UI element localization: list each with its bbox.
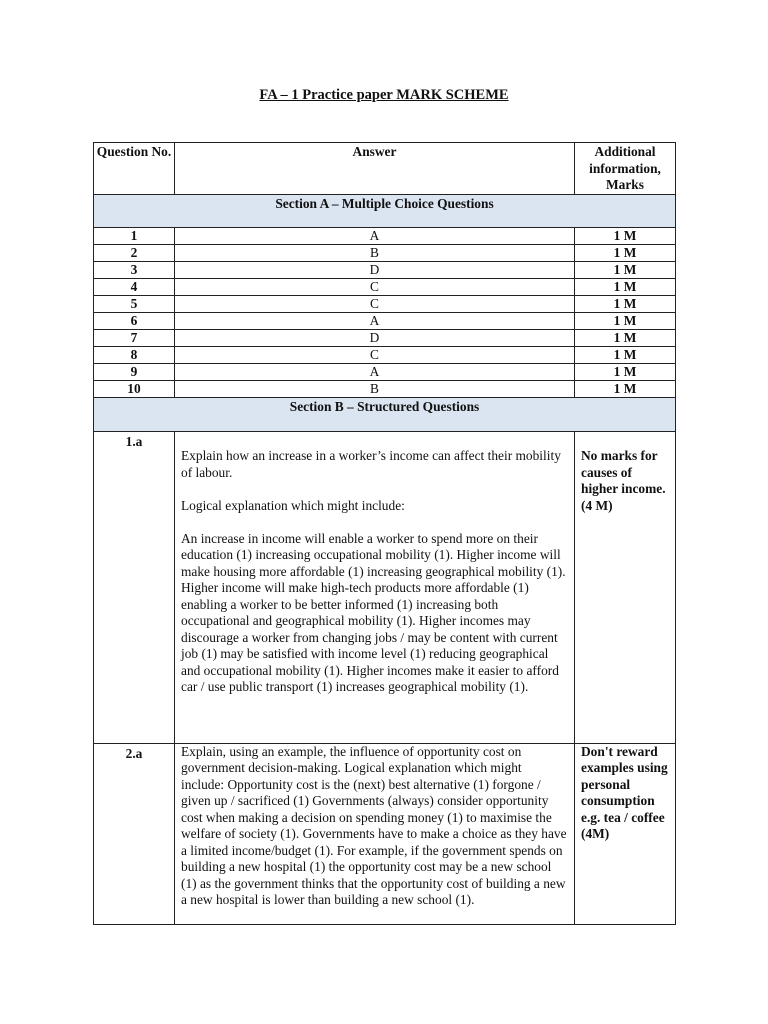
header-question: Question No.	[94, 143, 175, 195]
answer-letter: C	[175, 278, 575, 295]
answer-text: Explain, using an example, the influence of opportunity cost on government decision-making. Logical explanation which might include: Opportunity cost is the (next) best alternative (1) forgone / given up / sacrificed (1) Governments (always) consider opportunity cost when making a decision on spending money (1) to maximise the welfare of society (1). Governments have to make a choice as they have a limited income/budget (1). For example, if the government spends on building a new hospital (1) the opportunity cost may be a new school (1) as the government thinks that the opportunity cost of building a new a new hospital is lower than building a new school (1).	[181, 743, 567, 907]
question-number: 5	[94, 295, 175, 312]
mark-scheme-table	[93, 142, 676, 925]
question-number: 8	[94, 346, 175, 363]
answer-cell	[175, 743, 575, 924]
table-row	[94, 278, 676, 295]
header-answer: Answer	[175, 143, 575, 195]
answer-letter: C	[175, 295, 575, 312]
info-text: Don't reward examples using personal consumption e.g. tea / coffee (4M)	[581, 743, 668, 841]
question-number: 9	[94, 363, 175, 380]
marks-value: 1 M	[575, 261, 676, 278]
question-number: 10	[94, 380, 175, 397]
answer-letter: A	[175, 312, 575, 329]
marks-value: 1 M	[575, 227, 676, 244]
section-b-title: Section B – Structured Questions	[94, 397, 676, 431]
table-row	[94, 363, 676, 380]
table-row	[94, 227, 676, 244]
question-number: 2	[94, 244, 175, 261]
marks-value: 1 M	[575, 380, 676, 397]
question-number: 3	[94, 261, 175, 278]
answer-letter: C	[175, 346, 575, 363]
question-number: 2.a	[94, 743, 175, 924]
question-text: Explain how an increase in a worker’s income can affect their mobility of labour.	[181, 448, 561, 480]
answer-letter: A	[175, 227, 575, 244]
info-cell	[575, 431, 676, 743]
marks-value: 1 M	[575, 244, 676, 261]
table-row	[94, 380, 676, 397]
marks-value: 1 M	[575, 312, 676, 329]
table-row	[94, 346, 676, 363]
page-title: FA – 1 Practice paper MARK SCHEME	[259, 87, 509, 103]
question-number: 1.a	[94, 431, 175, 743]
table-row	[94, 261, 676, 278]
answer-letter: B	[175, 380, 575, 397]
answer-intro: Logical explanation which might include:	[181, 497, 405, 513]
question-number: 6	[94, 312, 175, 329]
marks-value: 1 M	[575, 329, 676, 346]
question-number: 7	[94, 329, 175, 346]
section-a-header	[94, 194, 676, 227]
answer-text: An increase in income will enable a worker to spend more on their education (1) increasing occupational mobility (1). Higher income will make housing more affordable (1) increasing geographical mobility (1). Higher income will make high-tech products more affordable (1) enabling a worker to be better informed (1) increasing both occupational and geographical mobility (1). Higher incomes may discourage a worker from changing jobs / may be content with current job (1) may be satisfied with income level (1) reducing geographical and occupational mobility (1). Higher incomes make it easier to afford car / use public transport (1) increases geographical mobility (1).	[181, 530, 566, 694]
answer-cell	[175, 431, 575, 743]
marks-value: 1 M	[575, 278, 676, 295]
section-a-title: Section A – Multiple Choice Questions	[94, 194, 676, 227]
question-row-2a	[94, 743, 676, 924]
answer-letter: A	[175, 363, 575, 380]
info-cell	[575, 743, 676, 924]
table-row	[94, 244, 676, 261]
answer-letter: D	[175, 261, 575, 278]
answer-letter: B	[175, 244, 575, 261]
info-text: No marks for causes of higher income. (4 M)	[581, 448, 666, 513]
header-row	[94, 143, 676, 195]
question-number: 4	[94, 278, 175, 295]
marks-value: 1 M	[575, 363, 676, 380]
table-row	[94, 295, 676, 312]
marks-value: 1 M	[575, 295, 676, 312]
question-number: 1	[94, 227, 175, 244]
question-row-1a	[94, 431, 676, 743]
table-row	[94, 312, 676, 329]
header-info: Additional information, Marks	[575, 143, 676, 195]
marks-value: 1 M	[575, 346, 676, 363]
table-row	[94, 329, 676, 346]
answer-letter: D	[175, 329, 575, 346]
section-b-header	[94, 397, 676, 431]
